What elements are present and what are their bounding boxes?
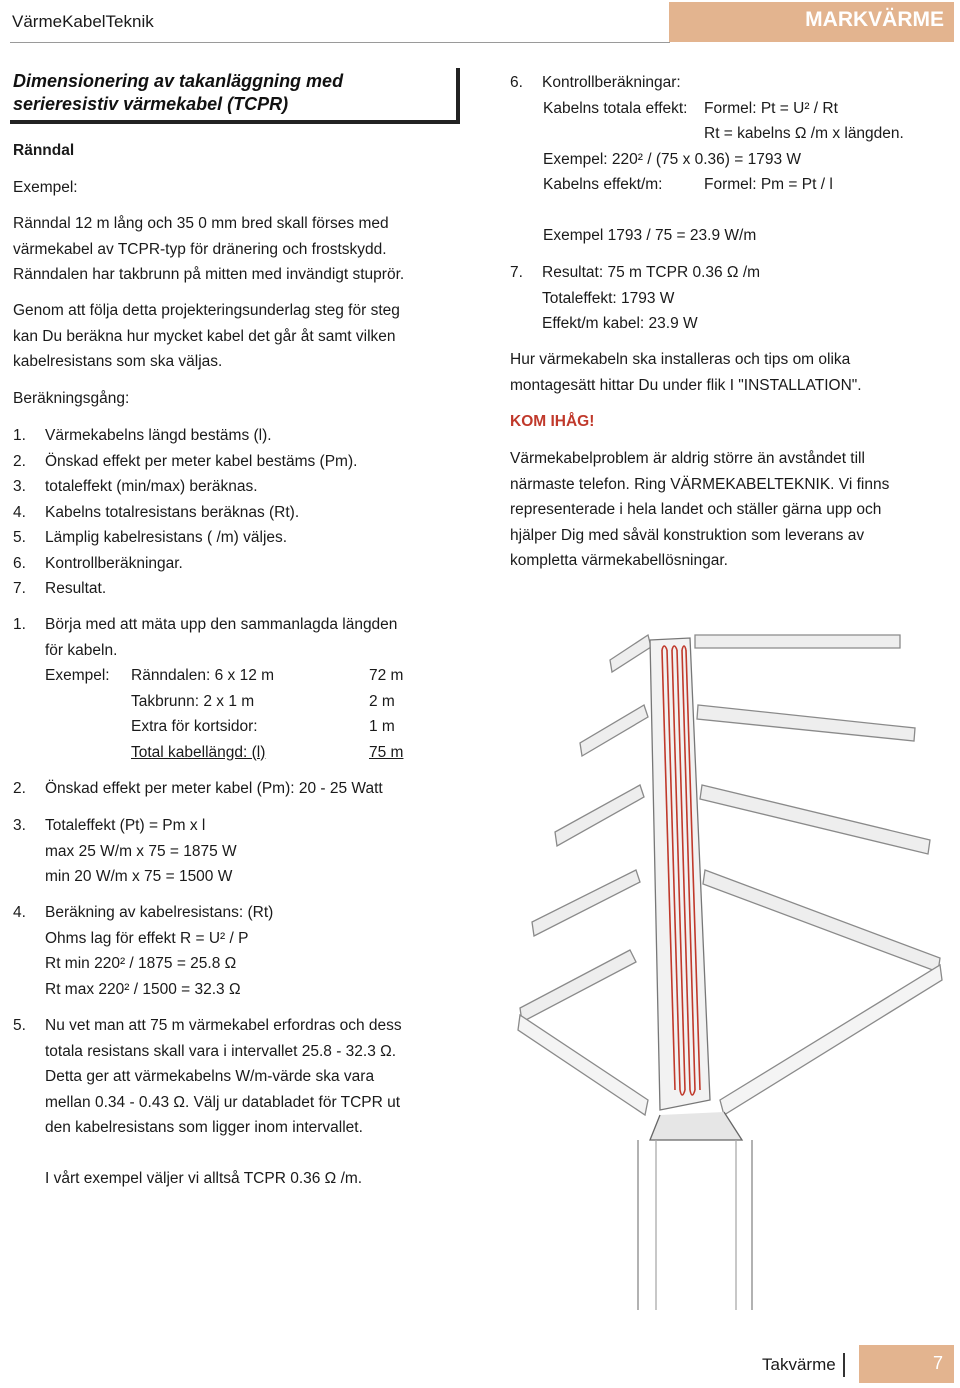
table-row [131,714,274,740]
step-text: Totaleffekt: 1793 W [542,289,675,307]
step-text: totaleffekt (min/max) beräknas. [45,478,258,495]
intro-line: Ränndalen har takbrunn på mitten med invändigt stuprör. [13,266,405,283]
step-text: min 20 W/m x 75 = 1500 W [45,868,233,885]
list-item [13,525,357,551]
intro-paragraph [13,211,404,288]
table-row [131,689,274,715]
step-number: 2. [13,452,26,470]
guide-line: kabelresistans som ska väljas. [13,353,223,370]
step-text: Effekt/m kabel: 23.9 W [542,315,698,332]
list-item [13,423,357,449]
intro-line: Ränndal 12 m lång och 35 0 mm bred skall förses med [13,215,389,232]
page-title-line2: serieresistiv värmekabel (TCPR) [13,94,289,114]
step6-block [510,70,681,96]
closing-line: Värmekabelproblem är aldrig större än avståndet till [510,450,865,467]
check-formula-total: Formel: Pt = U² / Rt [704,100,838,117]
step-number: 1. [13,616,26,633]
step-text: Rt min 220² / 1875 = 25.8 Ω [45,955,237,972]
page-title-line1: Dimensionering av takanläggning med [13,71,344,91]
step-text: Önskad effekt per meter kabel bestäms (Pm). [45,452,358,470]
section-title: MARKVÄRME [805,8,944,31]
step-number: 3. [13,478,26,495]
step-text: Kontrollberäkningar. [45,554,183,572]
step-text: Detta ger att värmekabelns W/m-värde ska vara [45,1068,375,1085]
step-text: Totaleffekt (Pt) = Pm x l [45,817,206,834]
step-number: 3. [13,817,26,834]
step-number: 7. [510,264,523,281]
brand-name: VärmeKabelTeknik [12,12,154,31]
install-paragraph [510,347,862,398]
footer-divider [843,1353,845,1377]
table-key: Takbrunn: 2 x 1 m [131,692,255,710]
step-text: Önskad effekt per meter kabel (Pm): 20 - 25 Watt [45,780,383,797]
closing-line: kompletta värmekabellösningar. [510,552,728,569]
step7-block [510,260,760,337]
step-text: max 25 W/m x 75 = 1875 W [45,842,237,860]
step-text: Ohms lag för effekt R = U² / P [45,929,249,947]
list-item [13,576,357,602]
list-item [13,474,357,500]
table-key: Ränndalen: 6 x 12 m [131,667,275,684]
check-label-total: Kabelns totala effekt: [543,100,688,117]
step-number: 7. [13,580,26,597]
step1-example-label: Exempel: [45,667,110,684]
closing-line: hjälper Dig med såväl konstruktion som leverans av [510,526,865,544]
step-text: Beräkning av kabelresistans: (Rt) [45,904,274,921]
calc-label: Beräkningsgång: [13,390,130,407]
closing-line: närmaste telefon. Ring VÄRMEKABELTEKNIK. Vi finns [510,475,890,493]
check-example-per-m: Exempel 1793 / 75 = 23.9 W/m [543,227,757,244]
install-line: montagesätt hittar Du under flik I "INSTALLATION". [510,376,862,394]
steps-list [13,423,357,602]
step-text: Lämplig kabelresistans ( /m) väljes. [45,529,288,546]
step-text: för kabeln. [45,641,118,659]
closing-line: representerade i hela landet och ställer gärna upp och [510,501,882,518]
check-formula-rt: Rt = kabelns Ω /m x längden. [704,125,904,142]
step-text: Nu vet man att 75 m värmekabel erfordras och dess [45,1017,402,1034]
install-line: Hur värmekabeln ska installeras och tips om olika [510,351,851,368]
check-example: Exempel: 220² / (75 x 0.36) = 1793 W [543,151,802,168]
step-text: Kabelns totalresistans beräknas (Rt). [45,503,300,521]
table-row [131,663,274,689]
step3-block [13,813,237,890]
check-label-per-m: Kabelns effekt/m: [543,176,663,193]
step-text: Rt max 220² / 1500 = 32.3 Ω [45,980,241,998]
step-number: 5. [13,529,26,546]
step2-block [13,776,383,802]
remember-heading: KOM IHÅG! [510,413,595,430]
step-text: totala resistans skall vara i intervallet 25.8 - 32.3 Ω. [45,1042,397,1060]
length-values [369,663,403,765]
choice-text: I vårt exempel väljer vi alltså TCPR 0.36 Ω /m. [45,1170,363,1187]
table-key: Extra för kortsidor: [131,718,258,735]
step4-block [13,900,273,1002]
page-number: 7 [933,1353,944,1373]
step-number: 4. [13,503,26,521]
table-value: 2 m [369,692,395,710]
closing-paragraph [510,446,889,574]
list-item [13,500,357,526]
intro-line: värmekabel av TCPR-typ för dränering och frostskydd. [13,240,387,258]
guide-line: Genom att följa detta projekteringsunderlag steg för steg [13,302,400,319]
step-text: Värmekabelns längd bestäms (l). [45,427,272,444]
step-number: 6. [13,554,26,572]
table-value-total: 75 m [369,743,404,761]
step-number: 6. [510,74,523,91]
step-number: 1. [13,427,26,444]
page-title [13,70,343,116]
table-value: 72 m [369,667,404,684]
step-text: Kontrollberäkningar: [542,74,681,91]
step-number: 4. [13,904,26,921]
step-text: mellan 0.34 - 0.43 Ω. Välj ur databladet för TCPR ut [45,1093,401,1111]
step-text: Resultat. [45,580,107,597]
section-heading: Ränndal [13,142,75,159]
table-row [131,740,274,766]
step-number: 2. [13,780,26,797]
guide-paragraph [13,298,400,375]
roof-valley-illustration [510,620,950,1320]
footer-label: Takvärme [762,1355,836,1374]
step-text: Börja med att mäta upp den sammanlagda längden [45,616,398,633]
step-text: den kabelresistans som ligger inom intervallet. [45,1119,363,1136]
guide-line: kan Du beräkna hur mycket kabel det går åt samt vilken [13,327,396,345]
step1-block [13,612,397,663]
step-number: 5. [13,1017,26,1034]
table-key-total: Total kabellängd: (l) [131,743,266,761]
table-value: 1 m [369,718,395,735]
list-item [13,449,357,475]
example-label: Exempel: [13,179,78,196]
list-item [13,551,357,577]
step-text: Resultat: 75 m TCPR 0.36 Ω /m [542,264,761,281]
check-formula-per-m: Formel: Pm = Pt / l [704,176,833,193]
step5-block [13,1013,402,1141]
length-table [131,663,274,765]
header-rule [10,42,670,43]
